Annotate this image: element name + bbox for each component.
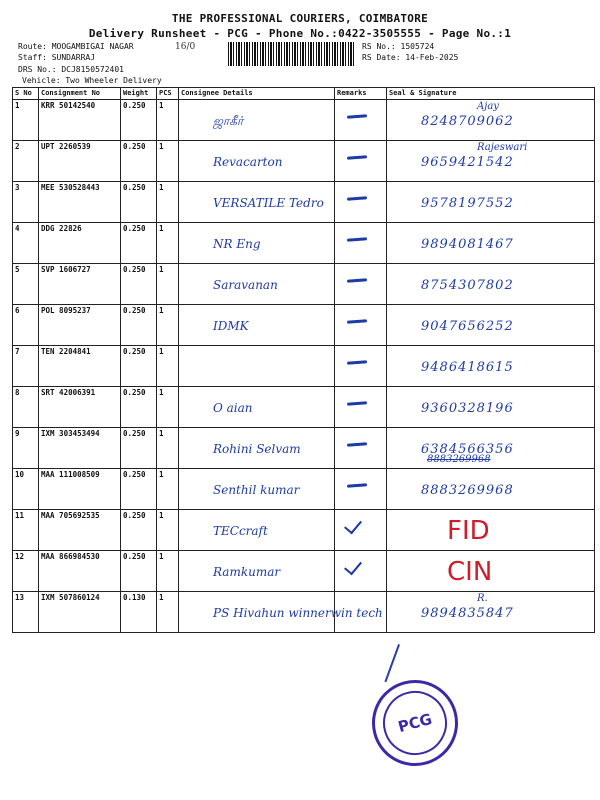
cell-consignment: IXM 507860124 [39,592,121,633]
cell-pcs: 1 [157,182,179,223]
cell-remarks [335,551,387,592]
cell-pcs: 1 [157,469,179,510]
cell-consignment: POL 8095237 [39,305,121,346]
cell-consignment: SVP 1606727 [39,264,121,305]
table-row [13,428,595,469]
cell-pcs: 1 [157,305,179,346]
cell-pcs: 1 [157,223,179,264]
col-sno: S No [13,88,39,100]
cell-sno: 12 [13,551,39,592]
cell-weight: 0.250 [121,305,157,346]
cell-consignee [179,182,335,223]
col-pcs: PCS [157,88,179,100]
cell-remarks [335,305,387,346]
dash-icon [347,401,367,405]
cell-weight: 0.250 [121,141,157,182]
cell-consignment: MAA 866984530 [39,551,121,592]
cell-sno: 10 [13,469,39,510]
table-row [13,469,595,510]
cell-weight: 0.250 [121,387,157,428]
cell-signature [387,592,595,633]
signature-phone: 9578197552 [421,196,514,211]
signature-phone: 9360328196 [421,401,514,416]
cell-consignee [179,141,335,182]
col-remarks: Remarks [335,88,387,100]
cell-consignee [179,510,335,551]
signature-name: R. [477,593,488,604]
col-weight: Weight [121,88,157,100]
consignee-handwriting: IDMK [213,319,249,333]
dash-icon [347,237,367,241]
cell-pcs: 1 [157,100,179,141]
table-row [13,305,595,346]
cell-weight: 0.130 [121,592,157,633]
rs-date: RS Date: 14-Feb-2025 [362,53,459,62]
signature-name: Rajeswari [477,142,528,153]
cell-remarks [335,592,387,633]
cell-sno: 2 [13,141,39,182]
handwritten-count: 16/0 [175,42,196,52]
col-consignment: Consignment No [39,88,121,100]
table-row [13,551,595,592]
company-title: THE PROFESSIONAL COURIERS, COIMBATORE [171,12,429,25]
consignee-handwriting: VERSATILE Tedro [213,196,324,210]
cell-consignment: MAA 111008509 [39,469,121,510]
cell-remarks [335,141,387,182]
red-note: CIN [447,557,493,587]
cell-consignee [179,264,335,305]
dash-icon [347,442,367,446]
dash-icon [347,155,367,159]
stamp-text: PCG [376,684,454,762]
cell-consignee [179,387,335,428]
cell-weight: 0.250 [121,551,157,592]
cell-consignment: MAA 705692535 [39,510,121,551]
cell-consignment: IXM 303453494 [39,428,121,469]
cell-consignee [179,592,383,633]
consignee-handwriting: Revacarton [213,155,283,169]
cell-remarks [335,223,387,264]
col-signature: Seal & Signature [387,88,595,100]
runsheet-subtitle: Delivery Runsheet - PCG - Phone No.:0422-3505555 - Page No.:1 [88,27,512,40]
cell-signature [387,141,595,182]
cell-pcs: 1 [157,428,179,469]
cell-remarks [335,182,387,223]
cell-pcs: 1 [157,264,179,305]
staff-label: Staff: SUNDARRAJ [18,53,96,62]
consignee-handwriting: NR Eng [213,237,261,251]
cell-consignment: DDG 22826 [39,223,121,264]
table-row [13,223,595,264]
cell-consignment: MEE 530528443 [39,182,121,223]
signature-phone: 9047656252 [421,319,514,334]
cell-pcs: 1 [157,510,179,551]
consignee-handwriting: Rohini Selvam [213,442,301,456]
dash-icon [347,114,367,118]
dash-icon [347,483,367,487]
cell-remarks [335,100,387,141]
cell-weight: 0.250 [121,223,157,264]
vehicle-label: Vehicle: Two Wheeler Delivery [22,76,162,85]
cell-weight: 0.250 [121,182,157,223]
cell-consignee [179,223,335,264]
cell-weight: 0.250 [121,469,157,510]
cell-signature [387,551,595,592]
cell-signature [387,469,595,510]
pcg-stamp [362,670,467,775]
signature-phone: 8248709062 [421,114,514,129]
drs-number: DRS No.: DCJ8150572401 [18,65,124,74]
cell-sno: 7 [13,346,39,387]
cell-signature [387,223,595,264]
cell-sno: 1 [13,100,39,141]
cell-sno: 5 [13,264,39,305]
cell-consignee [179,100,335,141]
signature-phone: 6384566356 [421,442,514,457]
cell-sno: 6 [13,305,39,346]
cell-remarks [335,510,387,551]
struck-phone: 8883269968 [427,454,491,465]
check-icon [344,557,362,576]
cell-consignee [179,469,335,510]
cell-consignment: UPT 2260539 [39,141,121,182]
cell-remarks [335,469,387,510]
cell-pcs: 1 [157,592,179,633]
consignee-handwriting: Saravanan [213,278,278,292]
consignee-handwriting: TECcraft [213,524,268,538]
cell-signature [387,264,595,305]
rs-number: RS No.: 1505724 [362,42,435,51]
cell-signature [387,346,595,387]
table-row [13,592,595,633]
cell-sno: 3 [13,182,39,223]
consignee-handwriting: ஜாகீர் [213,114,244,128]
consignee-handwriting: Senthil kumar [213,483,300,497]
dash-icon [347,319,367,323]
cell-signature [387,428,595,469]
cell-weight: 0.250 [121,264,157,305]
signature-name: Ajay [477,101,499,112]
cell-sno: 11 [13,510,39,551]
cell-remarks [335,428,387,469]
cell-sno: 4 [13,223,39,264]
cell-remarks [335,264,387,305]
route-label: Route: MOOGAMBIGAI NAGAR [18,42,134,51]
cell-pcs: 1 [157,387,179,428]
consignee-handwriting: Ramkumar [213,565,281,579]
consignee-handwriting: O aian [213,401,253,415]
cell-signature [387,387,595,428]
barcode-icon [228,42,354,66]
dash-icon [347,360,367,364]
cell-consignment: KRR 50142540 [39,100,121,141]
cell-sno: 9 [13,428,39,469]
cell-remarks [335,346,387,387]
runsheet-table [12,87,595,633]
cell-sno: 13 [13,592,39,633]
cell-consignment: SRT 42006391 [39,387,121,428]
red-note: FID [447,516,490,546]
cell-weight: 0.250 [121,346,157,387]
cell-weight: 0.250 [121,510,157,551]
cell-weight: 0.250 [121,428,157,469]
check-icon [344,516,362,535]
cell-pcs: 1 [157,141,179,182]
table-row [13,264,595,305]
cell-remarks [335,387,387,428]
table-row [13,100,595,141]
cell-weight: 0.250 [121,100,157,141]
table-row [13,346,595,387]
consignee-handwriting: PS Hivahun winnerwin tech [213,606,383,620]
signature-phone: 9486418615 [421,360,514,375]
signature-phone: 8754307802 [421,278,514,293]
cell-pcs: 1 [157,346,179,387]
table-header-row [13,88,595,100]
cell-signature [387,305,595,346]
signature-phone: 9894835847 [421,606,514,621]
cell-signature [387,182,595,223]
cell-consignee [179,551,335,592]
signature-phone: 9894081467 [421,237,514,252]
col-consignee: Consignee Details [179,88,335,100]
cell-consignee [179,305,335,346]
dash-icon [347,196,367,200]
table-row [13,182,595,223]
cell-sno: 8 [13,387,39,428]
table-row [13,510,595,551]
cell-signature [387,100,595,141]
cell-consignee [179,346,335,387]
table-row [13,387,595,428]
signature-phone: 8883269968 [421,483,514,498]
cell-signature [387,510,595,551]
dash-icon [347,278,367,282]
cell-consignment: TEN 2204841 [39,346,121,387]
cell-consignee [179,428,335,469]
signature-phone: 9659421542 [421,155,514,170]
cell-pcs: 1 [157,551,179,592]
table-row [13,141,595,182]
